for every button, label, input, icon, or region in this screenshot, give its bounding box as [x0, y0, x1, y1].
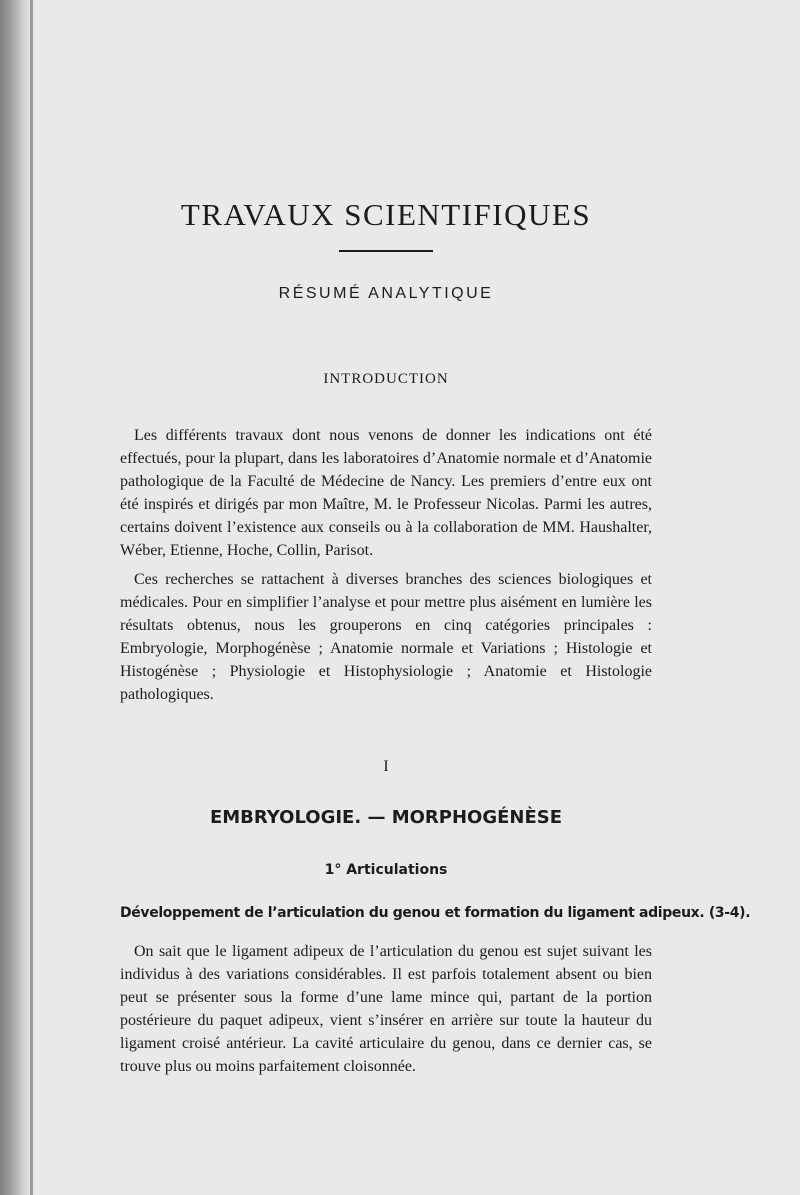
document-title: TRAVAUX SCIENTIFIQUES: [180, 197, 592, 232]
intro-paragraph-2: Ces recherches se rattachent à diverses branches des sciences biologiques et médicales. Pour en simplifier l’analyse et pour mettre plus aisément en lumière les résultats obtenus, nous les grouperons en cinq catégories principales : Embryologie, Morphogénèse ; Anatomie normale et Variations ; Histologie et Histogénèse ; Physiologie et Histophysiologie ; Anatomie et Histologie pathologiques.: [120, 571, 652, 703]
document-subtitle: RÉSUMÉ ANALYTIQUE: [278, 285, 494, 302]
introduction-heading: INTRODUCTION: [323, 371, 449, 387]
subsection-heading: 1° Articulations: [324, 862, 448, 878]
article-paragraph: On sait que le ligament adipeux de l’articulation du genou est sujet suivant les individus à des variations considérables. Il est parfois totalement absent ou bien peut se présenter sous la forme d’une lame mince qui, partant de la portion postérieure du paquet adipeux, vient s’insérer en arrière sur toute la hauteur du ligament croisé antérieur. La cavité articulaire du genou, dans ce dernier cas, se trouve plus ou moins parfaitement cloisonnée.: [120, 943, 652, 1075]
part-heading: EMBRYOLOGIE. — MORPHOGÉNÈSE: [209, 807, 563, 828]
intro-paragraph-1: Les différents travaux dont nous venons de donner les indications ont été effectués, pour la plupart, dans les laboratoires d’Anatomie normale et d’Anatomie pathologique de la Faculté de Médecine de Nancy. Les premiers d’entre eux ont été inspirés et dirigés par mon Maître, M. le Professeur Nicolas. Parmi les autres, certains doivent l’existence aux conseils ou à la collaboration de MM. Haushalter, Wéber, Etienne, Hoche, Collin, Parisot.: [120, 427, 652, 559]
page-content: [120, 195, 751, 1078]
title-divider: [339, 250, 433, 252]
page-binding-edge: [0, 0, 30, 1195]
part-number: I: [383, 758, 389, 775]
binding-shadow-line: [30, 0, 33, 1195]
article-title: Développement de l’articulation du genou et formation du ligament adipeux. (3-4).: [120, 905, 751, 921]
